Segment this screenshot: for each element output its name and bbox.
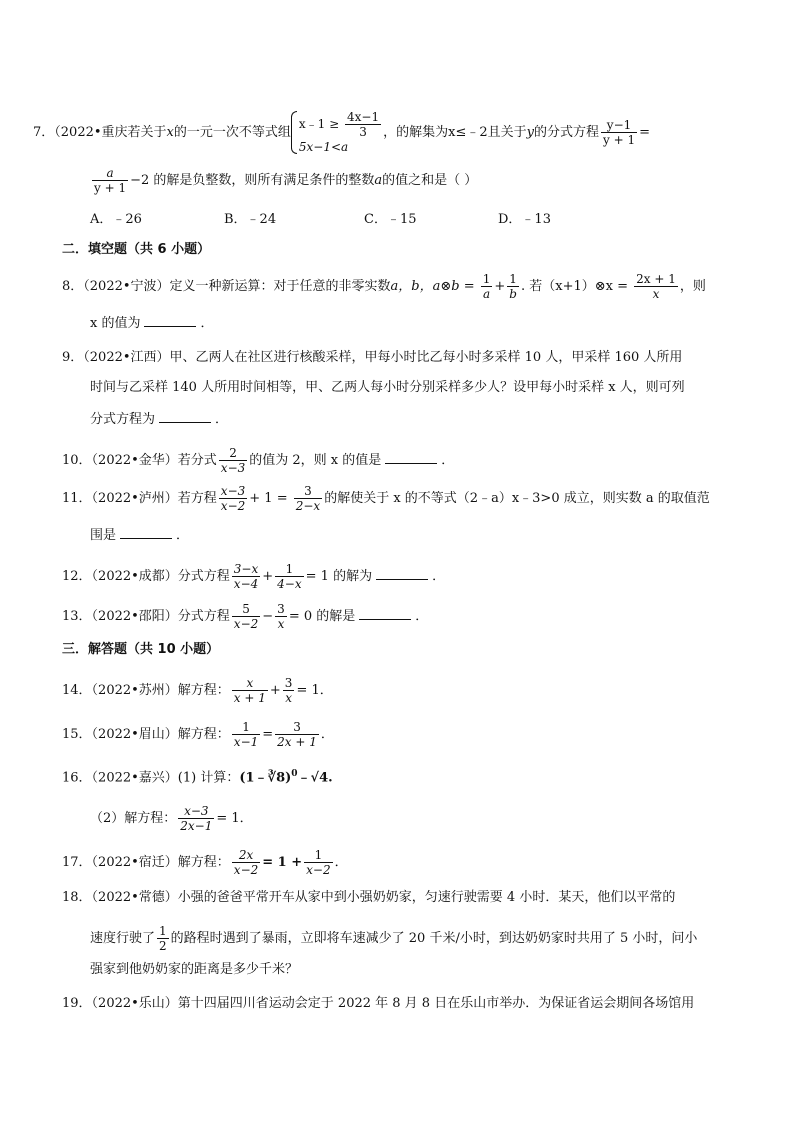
answer-blank[interactable] [385, 451, 437, 464]
question-19-line-1: 19．（2022•乐山）第十四届四川省运动会定于 2022 年 8 月 8 日在乐山市举办．为保证省运会期间各场馆用 [62, 996, 695, 1011]
question-16-part-1: 16．（2022•嘉兴）(1) 计算：(1﹣∛8)$^0$﹣√4. [62, 769, 333, 786]
answer-blank[interactable] [120, 526, 172, 539]
answer-blank[interactable] [376, 567, 428, 580]
question-8-line-2: x 的值为 ． [90, 316, 214, 331]
question-9-line-3: 分式方程为 ． [90, 412, 229, 427]
question-17: 17．（2022•宿迁）解方程： $\frac{2x}{x-2}$ = 1 + $\frac{1}{x-2}$ ． [62, 848, 348, 877]
inequality-system: x﹣1 ≥ $\frac{4x-1}{3}$ 5x−1<a [291, 110, 383, 155]
question-9-line-2: 时间与乙采样 140 人所用时间相等，甲、乙两人每小时分别采样多少人？设甲每小时采样 x 人，则可列 [90, 380, 685, 395]
question-9-line-1: 9．（2022•江西）甲、乙两人在社区进行核酸采样，甲每小时比乙每小时多采样 10 人，甲采样 160 人所用 [62, 350, 683, 365]
answer-blank[interactable] [159, 410, 211, 423]
question-18-line-3: 强家到他奶奶家的距离是多少千米？ [90, 962, 299, 977]
answer-blank[interactable] [359, 607, 411, 620]
section-title-fill-in: 二．填空题（共 6 小题） [62, 242, 211, 257]
option-a: A．﹣26 [90, 212, 142, 227]
section-title-solve: 三．解答题（共 10 小题） [62, 642, 220, 657]
question-18-line-1: 18．（2022•常德）小强的爸爸平常开车从家中到小强奶奶家，匀速行驶需要 4 小时．某天，他们以平常的 [62, 890, 676, 905]
option-b: B．﹣24 [224, 212, 277, 227]
answer-blank[interactable] [144, 314, 196, 327]
question-13: 13．（2022•邵阳）分式方程 $\frac{5}{x-2}$ − $\frac{3}{x}$ = 0 的解是 ． [62, 602, 429, 631]
question-7-line-2: $\frac{a}{y + 1}$ −2 的解是负整数，则所有满足条件的整数a的值之和是（ ） [94, 166, 478, 195]
question-12: 12．（2022•成都）分式方程 $\frac{3-x}{x-4}$ + $\frac{1}{4-x}$ = 1 的解为 ． [62, 562, 446, 591]
question-10: 10．（2022•金华）若分式 $\frac{2}{x-3}$ 的值为 2，则 x 的值是 ． [62, 446, 455, 475]
option-c: C．﹣15 [364, 212, 417, 227]
option-d: D．﹣13 [498, 212, 551, 227]
question-14: 14．（2022•苏州）解方程： $\frac{x}{x + 1}$ + $\frac{3}{x}$ = 1． [62, 676, 333, 705]
question-18-line-2: 速度行驶了 $\frac{1}{2}$ 的路程时遇到了暴雨，立即将车速减少了 20 千米/小时，到达奶奶家时共用了 5 小时，问小 [90, 924, 698, 953]
question-8-line-1: 8．（2022•宁波）定义一种新运算：对于任意的非零实数a，b，a⊗b = $\frac{1}{a}$ + $\frac{1}{b}$ . 若（x+1）⊗x = $\frac{2x + 1}{x}$ ，则 [62, 272, 706, 301]
question-11-line-2: 围是 ． [90, 528, 190, 543]
question-11-line-1: 11．（2022•泸州）若方程 $\frac{x-3}{x-2}$ + 1 = $\frac{3}{2-x}$ 的解使关于 x 的不等式（2﹣a）x﹣3>0 成立，则实数 a 的取值范 [62, 484, 710, 513]
question-16-part-2: （2）解方程： $\frac{x-3}{2x-1}$ = 1． [90, 804, 253, 833]
question-7-line-1: 7．（2022•重庆若关于x的一元一次不等式组 x﹣1 ≥ $\frac{4x-1}{3}$ 5x−1<a ，的解集为x≤﹣2且关于y的分式方程 $\frac{y-1}{y + 1}$ = [33, 110, 650, 154]
question-15: 15．（2022•眉山）解方程： $\frac{1}{x-1}$ = $\frac{3}{2x + 1}$ ． [62, 720, 334, 749]
